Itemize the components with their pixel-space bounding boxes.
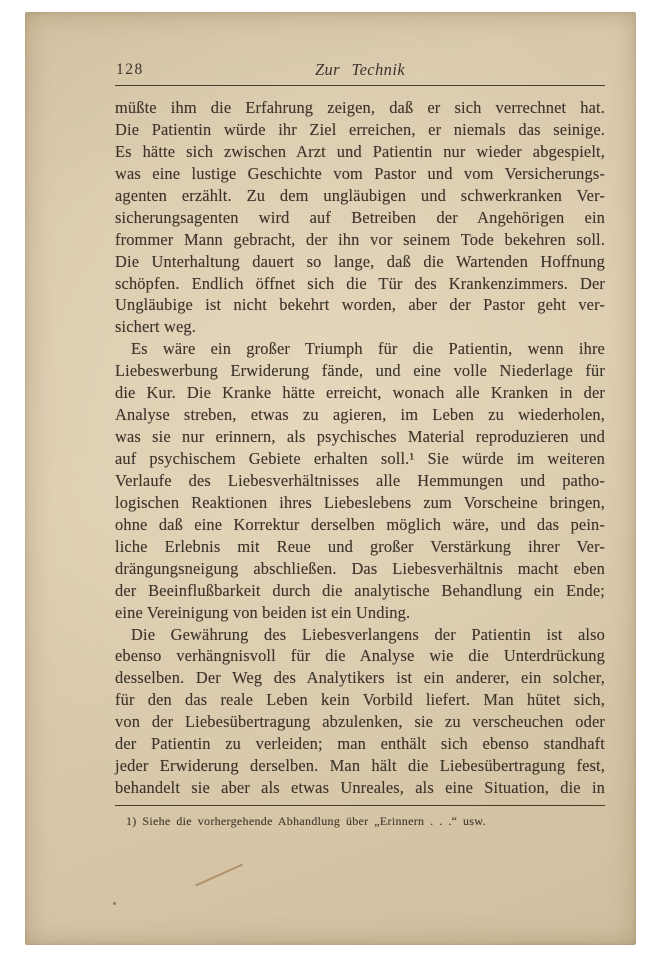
text-line: Die Unterhaltung dauert so lange, daß die Wartenden Hoffnung bbox=[115, 251, 605, 271]
text-line: drängungsneigung abschließen. Das Liebesverhältnis macht eben bbox=[115, 558, 605, 578]
scan-speck bbox=[113, 902, 116, 905]
text-line: Es wäre ein großer Triumph für die Patientin, wenn ihre bbox=[131, 339, 605, 359]
text-line: auf psychischem Gebiete erhalten soll.¹ Sie würde im weiteren bbox=[115, 449, 605, 468]
text-line: Ungläubige ist nicht bekehrt worden, aber der Pastor geht ver- bbox=[115, 295, 605, 315]
page-body bbox=[115, 97, 605, 799]
text-line: schöpfen. Endlich öffnet sich die Tür des Krankenzimmers. Der bbox=[115, 273, 605, 293]
text-line: von der Liebesübertragung abzulenken, sie zu verscheuchen oder bbox=[115, 712, 605, 732]
text-line: müßte ihm die Erfahrung zeigen, daß er sich verrechnet hat. bbox=[115, 98, 605, 117]
text-line: Die Gewährung des Liebesverlangens der Patientin ist also bbox=[131, 624, 605, 644]
page-number: 128 bbox=[116, 61, 144, 78]
text-line: eine Vereinigung von beiden ist ein Unding. bbox=[115, 602, 411, 622]
running-title: Zur Technik bbox=[314, 60, 406, 79]
text-line: Es hätte sich zwischen Arzt und Patientin nur wieder abgespielt, bbox=[115, 141, 605, 161]
text-line: was sie nur erinnern, als psychisches Material reproduzieren und bbox=[115, 427, 605, 447]
page-header bbox=[115, 58, 605, 85]
text-line: Verlaufe des Liebesverhältnisses alle Hemmungen und patho- bbox=[115, 470, 605, 490]
footnote-text: 1) Siehe die vorhergehende Abhandlung über „Erinnern . . .“ usw. bbox=[126, 813, 486, 828]
text-line: für den das reale Leben kein Vorbild liefert. Man hütet sich, bbox=[115, 690, 605, 710]
text-line: frommer Mann gebracht, der ihn vor seinem Tode bekehren soll. bbox=[115, 229, 605, 249]
page-paper bbox=[25, 12, 636, 945]
header-rule bbox=[115, 85, 605, 86]
text-line: desselben. Der Weg des Analytikers ist ein anderer, ein solcher, bbox=[115, 668, 605, 688]
text-line: liche Erlebnis mit Reue und großer Verstärkung ihrer Ver- bbox=[115, 536, 605, 556]
text-line: agenten erzählt. Zu dem ungläubigen und schwerkranken Ver- bbox=[115, 185, 605, 205]
text-line: jeder Erwiderung derselben. Man hält die Liebesübertragung fest, bbox=[115, 756, 605, 776]
text-line: ohne daß eine Korrektur derselben möglich wäre, und das pein- bbox=[115, 514, 605, 534]
text-line: ebenso verhängnisvoll für die Analyse wie die Unterdrückung bbox=[115, 646, 605, 666]
text-line: sichert weg. bbox=[115, 317, 196, 337]
footnote-rule bbox=[115, 805, 605, 806]
text-line: der Patientin zu verleiden; man enthält sich ebenso standhaft bbox=[115, 734, 605, 754]
scan-scratch-mark bbox=[195, 863, 243, 886]
text-block bbox=[115, 58, 605, 829]
text-line: Liebeswerbung Erwiderung fände, und eine volle Niederlage für bbox=[115, 361, 605, 381]
text-line: der Beeinflußbarkeit durch die analytische Behandlung ein Ende; bbox=[115, 580, 605, 600]
text-line: logischen Reaktionen ihres Liebeslebens zum Vorscheine bringen, bbox=[115, 492, 605, 512]
text-line: die Kur. Die Kranke hätte erreicht, wonach alle Kranken in der bbox=[115, 383, 605, 403]
text-line: Analyse streben, etwas zu agieren, im Leben zu wiederholen, bbox=[115, 405, 605, 425]
text-line: behandelt sie aber als etwas Unreales, als eine Situation, die in bbox=[115, 778, 605, 798]
text-line: was eine lustige Geschichte vom Pastor und vom Versicherungs- bbox=[115, 163, 605, 183]
text-line: sicherungsagenten wird auf Betreiben der Angehörigen ein bbox=[115, 207, 605, 227]
text-line: Die Patientin würde ihr Ziel erreichen, er niemals das seinige. bbox=[115, 119, 605, 139]
footnote bbox=[115, 814, 605, 829]
